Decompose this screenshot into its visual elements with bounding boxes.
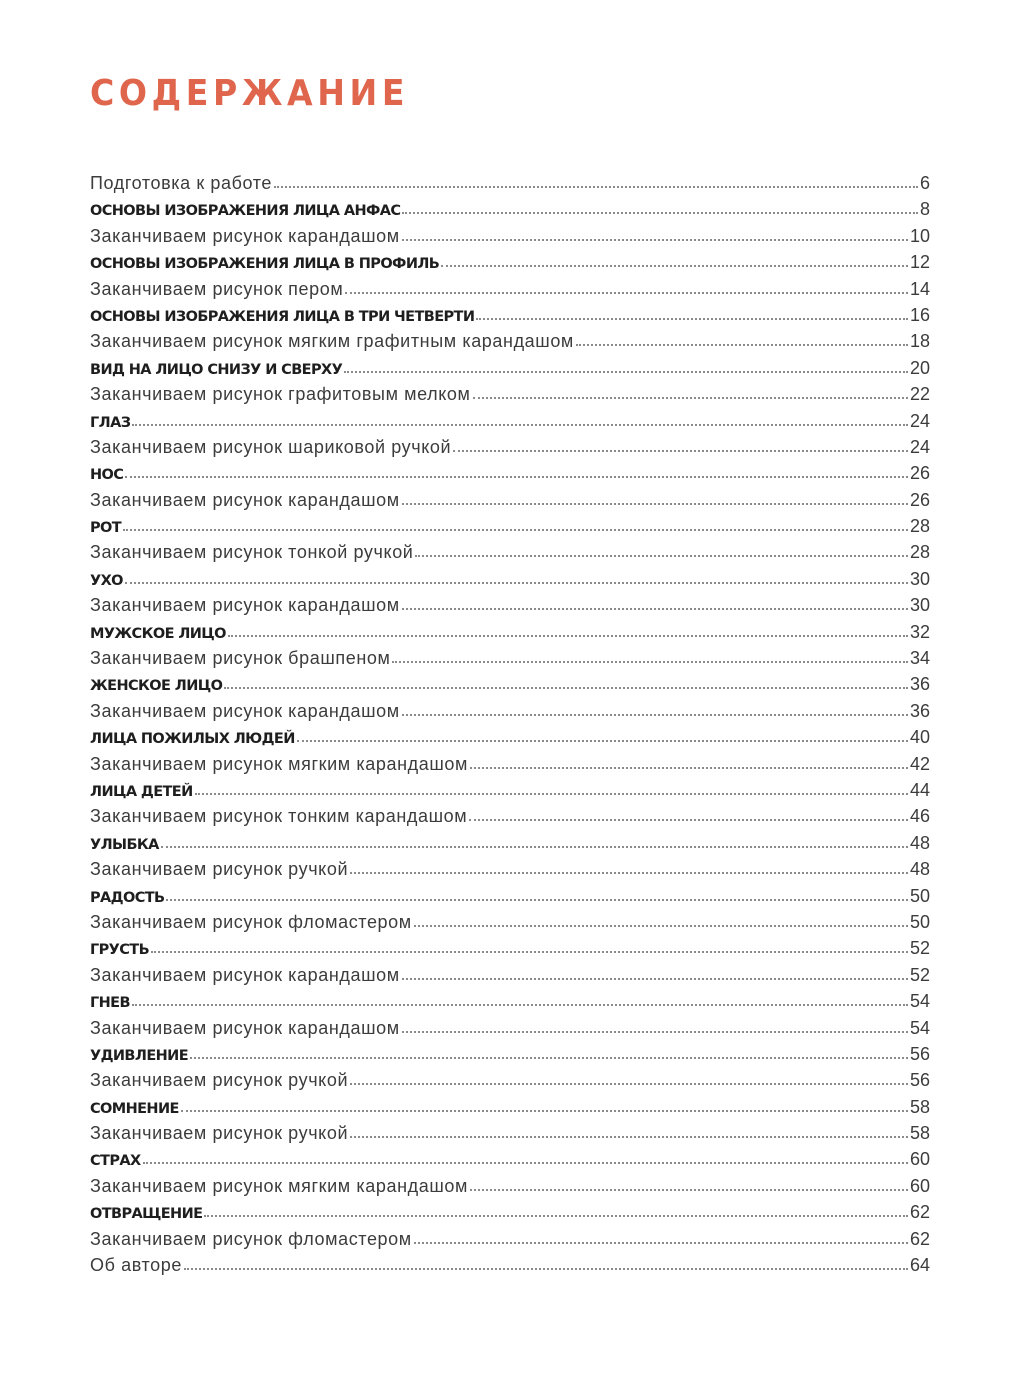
toc-page-number: 52 xyxy=(909,938,930,959)
toc-entry-title: ЛИЦА ДЕТЕЙ xyxy=(90,783,193,800)
dot-leader xyxy=(402,1030,908,1033)
toc-page-number: 12 xyxy=(909,252,930,273)
toc-entry-title: Заканчиваем рисунок тонкой ручкой xyxy=(90,542,414,563)
toc-entry-title: Заканчиваем рисунок фломастером xyxy=(90,911,412,932)
toc-page-number: 32 xyxy=(909,621,930,642)
toc-page-number: 26 xyxy=(909,463,930,484)
table-of-contents xyxy=(90,170,930,1278)
toc-chapter-entry xyxy=(90,935,930,961)
dot-leader xyxy=(469,818,908,821)
toc-page-number: 40 xyxy=(909,727,930,748)
dot-leader xyxy=(228,634,908,637)
toc-page-number: 24 xyxy=(909,410,930,431)
toc-entry-title: Заканчиваем рисунок карандашом xyxy=(90,489,400,510)
dot-leader xyxy=(350,871,908,874)
toc-page-number: 26 xyxy=(909,489,930,510)
toc-page-number: 28 xyxy=(909,542,930,563)
toc-entry-title: МУЖСКОЕ ЛИЦО xyxy=(90,625,226,642)
toc-chapter-entry xyxy=(90,671,930,697)
toc-page-number: 54 xyxy=(909,991,930,1012)
toc-entry-title: Заканчиваем рисунок мягким карандашом xyxy=(90,1175,468,1196)
toc-subsection-entry xyxy=(90,1226,930,1252)
toc-page-number: 62 xyxy=(909,1228,930,1249)
toc-subsection-entry xyxy=(90,328,930,354)
toc-chapter-entry xyxy=(90,408,930,434)
toc-chapter-entry xyxy=(90,777,930,803)
toc-entry-title: Об авторе xyxy=(90,1255,182,1276)
toc-page-number: 58 xyxy=(909,1096,930,1117)
toc-page-number: 50 xyxy=(909,911,930,932)
dot-leader xyxy=(161,845,908,848)
toc-page-number: 52 xyxy=(909,964,930,985)
toc-page-number: 48 xyxy=(909,832,930,853)
toc-chapter-entry xyxy=(90,619,930,645)
toc-subsection-entry xyxy=(90,962,930,988)
toc-chapter-entry xyxy=(90,302,930,328)
toc-entry-title: СТРАХ xyxy=(90,1153,141,1170)
toc-page-number: 60 xyxy=(909,1175,930,1196)
dot-leader xyxy=(453,449,908,452)
dot-leader xyxy=(132,1003,908,1006)
toc-entry-title: ОСНОВЫ ИЗОБРАЖЕНИЯ ЛИЦА В ТРИ ЧЕТВЕРТИ xyxy=(90,308,475,325)
toc-page-number: 54 xyxy=(909,1017,930,1038)
toc-page-number: 10 xyxy=(909,225,930,246)
toc-entry-title: Заканчиваем рисунок мягким графитным карандашом xyxy=(90,331,574,352)
toc-subsection-entry xyxy=(90,170,930,196)
toc-chapter-entry xyxy=(90,1094,930,1120)
dot-leader xyxy=(473,396,908,399)
toc-entry-title: Заканчиваем рисунок карандашом xyxy=(90,225,400,246)
toc-entry-title: Подготовка к работе xyxy=(90,173,273,193)
toc-subsection-entry xyxy=(90,1120,930,1146)
toc-page-number: 8 xyxy=(919,199,930,220)
dot-leader xyxy=(190,1056,908,1059)
toc-entry-title: УЛЫБКА xyxy=(90,836,159,853)
toc-subsection-entry xyxy=(90,751,930,777)
toc-subsection-entry xyxy=(90,1015,930,1041)
toc-chapter-entry xyxy=(90,355,930,381)
toc-subsection-entry xyxy=(90,1067,930,1093)
toc-entry-title: ГНЕВ xyxy=(90,995,130,1012)
toc-chapter-entry xyxy=(90,1041,930,1067)
dot-leader xyxy=(195,792,908,795)
toc-entry-title: Заканчиваем рисунок фломастером xyxy=(90,1228,412,1249)
toc-subsection-entry xyxy=(90,592,930,618)
toc-chapter-entry xyxy=(90,460,930,486)
page-title: СОДЕРЖАНИЕ xyxy=(90,73,410,114)
toc-page-number: 30 xyxy=(909,595,930,616)
dot-leader xyxy=(414,1241,908,1244)
dot-leader xyxy=(297,739,908,742)
dot-leader xyxy=(470,766,908,769)
toc-chapter-entry xyxy=(90,1146,930,1172)
toc-chapter-entry xyxy=(90,988,930,1014)
toc-page-number: 42 xyxy=(909,753,930,774)
toc-subsection-entry xyxy=(90,539,930,565)
toc-subsection-entry xyxy=(90,434,930,460)
toc-page-number: 6 xyxy=(919,173,930,193)
toc-page-number: 44 xyxy=(909,779,930,800)
toc-entry-title: Заканчиваем рисунок ручкой xyxy=(90,1070,349,1091)
dot-leader xyxy=(350,1135,908,1138)
toc-entry-title: ОСНОВЫ ИЗОБРАЖЕНИЯ ЛИЦА В ПРОФИЛЬ xyxy=(90,256,440,273)
dot-leader xyxy=(345,291,908,294)
toc-subsection-entry xyxy=(90,1252,930,1278)
toc-entry-title: ЛИЦА ПОЖИЛЫХ ЛЮДЕЙ xyxy=(90,731,295,748)
toc-page-number: 20 xyxy=(909,357,930,378)
toc-page-number: 22 xyxy=(909,384,930,405)
toc-subsection-entry xyxy=(90,276,930,302)
dot-leader xyxy=(132,423,908,426)
toc-entry-title: ГРУСТЬ xyxy=(90,942,150,959)
dot-leader xyxy=(204,1214,908,1217)
dot-leader xyxy=(576,343,908,346)
toc-entry-title: Заканчиваем рисунок мягким карандашом xyxy=(90,753,468,774)
dot-leader xyxy=(350,1082,908,1085)
toc-subsection-entry xyxy=(90,645,930,671)
toc-entry-title: Заканчиваем рисунок ручкой xyxy=(90,1123,349,1144)
dot-leader xyxy=(415,554,908,557)
toc-entry-title: Заканчиваем рисунок карандашом xyxy=(90,700,400,721)
toc-subsection-entry xyxy=(90,909,930,935)
dot-leader xyxy=(392,660,908,663)
dot-leader xyxy=(151,950,908,953)
dot-leader xyxy=(402,238,908,241)
toc-entry-title: Заканчиваем рисунок тонким карандашом xyxy=(90,806,468,827)
toc-entry-title: Заканчиваем рисунок брашпеном xyxy=(90,648,391,669)
toc-chapter-entry xyxy=(90,566,930,592)
toc-page-number: 14 xyxy=(909,278,930,299)
toc-page-number: 56 xyxy=(909,1070,930,1091)
dot-leader xyxy=(402,607,908,610)
toc-chapter-entry xyxy=(90,196,930,222)
dot-leader xyxy=(402,502,908,505)
toc-subsection-entry xyxy=(90,381,930,407)
toc-page-number: 58 xyxy=(909,1123,930,1144)
dot-leader xyxy=(166,898,907,901)
dot-leader xyxy=(224,686,908,689)
toc-entry-title: ЖЕНСКОЕ ЛИЦО xyxy=(90,678,223,695)
toc-entry-title: ВИД НА ЛИЦО СНИЗУ И СВЕРХУ xyxy=(90,361,343,378)
toc-entry-title: РОТ xyxy=(90,520,122,537)
toc-entry-title: СОМНЕНИЕ xyxy=(90,1100,179,1117)
toc-page-number: 18 xyxy=(909,331,930,352)
toc-entry-title: Заканчиваем рисунок пером xyxy=(90,278,344,299)
dot-leader xyxy=(181,1109,908,1112)
toc-subsection-entry xyxy=(90,856,930,882)
dot-leader xyxy=(402,977,908,980)
dot-leader xyxy=(125,475,908,478)
toc-entry-title: Заканчиваем рисунок карандашом xyxy=(90,1017,400,1038)
toc-page-number: 60 xyxy=(909,1149,930,1170)
toc-page-number: 62 xyxy=(909,1202,930,1223)
toc-page-number: 36 xyxy=(909,700,930,721)
toc-page-number: 30 xyxy=(909,568,930,589)
toc-entry-title: Заканчиваем рисунок графитовым мелком xyxy=(90,384,471,405)
toc-entry-title: Заканчиваем рисунок ручкой xyxy=(90,859,349,880)
toc-subsection-entry xyxy=(90,803,930,829)
toc-chapter-entry xyxy=(90,883,930,909)
toc-page-number: 24 xyxy=(909,436,930,457)
toc-entry-title: РАДОСТЬ xyxy=(90,889,165,906)
dot-leader xyxy=(125,581,908,584)
toc-entry-title: УДИВЛЕНИЕ xyxy=(90,1047,189,1064)
toc-chapter-entry xyxy=(90,1199,930,1225)
dot-leader xyxy=(402,211,918,214)
toc-entry-title: Заканчиваем рисунок карандашом xyxy=(90,595,400,616)
toc-page-number: 36 xyxy=(909,674,930,695)
toc-entry-title: УХО xyxy=(90,572,123,589)
toc-entry-title: Заканчиваем рисунок шариковой ручкой xyxy=(90,436,452,457)
toc-page-number: 46 xyxy=(909,806,930,827)
toc-subsection-entry xyxy=(90,487,930,513)
toc-entry-title: ОТВРАЩЕНИЕ xyxy=(90,1206,203,1223)
toc-entry-title: НОС xyxy=(90,467,124,484)
dot-leader xyxy=(123,528,908,531)
dot-leader xyxy=(476,317,908,320)
toc-subsection-entry xyxy=(90,223,930,249)
toc-subsection-entry xyxy=(90,1173,930,1199)
dot-leader xyxy=(441,264,908,267)
toc-entry-title: ОСНОВЫ ИЗОБРАЖЕНИЯ ЛИЦА АНФАС xyxy=(90,203,401,220)
toc-page-number: 50 xyxy=(909,885,930,906)
toc-page-number: 48 xyxy=(909,859,930,880)
dot-leader xyxy=(143,1161,908,1164)
toc-entry-title: ГЛАЗ xyxy=(90,414,131,431)
dot-leader xyxy=(184,1267,908,1270)
dot-leader xyxy=(414,924,908,927)
toc-page-number: 56 xyxy=(909,1043,930,1064)
toc-subsection-entry xyxy=(90,698,930,724)
toc-chapter-entry xyxy=(90,830,930,856)
toc-chapter-entry xyxy=(90,249,930,275)
toc-page-number: 16 xyxy=(909,304,930,325)
toc-entry-title: Заканчиваем рисунок карандашом xyxy=(90,964,400,985)
dot-leader xyxy=(274,185,918,188)
dot-leader xyxy=(344,370,908,373)
toc-chapter-entry xyxy=(90,724,930,750)
dot-leader xyxy=(470,1188,908,1191)
toc-page-number: 28 xyxy=(909,516,930,537)
toc-page-number: 64 xyxy=(909,1255,930,1276)
dot-leader xyxy=(402,713,908,716)
toc-chapter-entry xyxy=(90,513,930,539)
toc-page-number: 34 xyxy=(909,648,930,669)
